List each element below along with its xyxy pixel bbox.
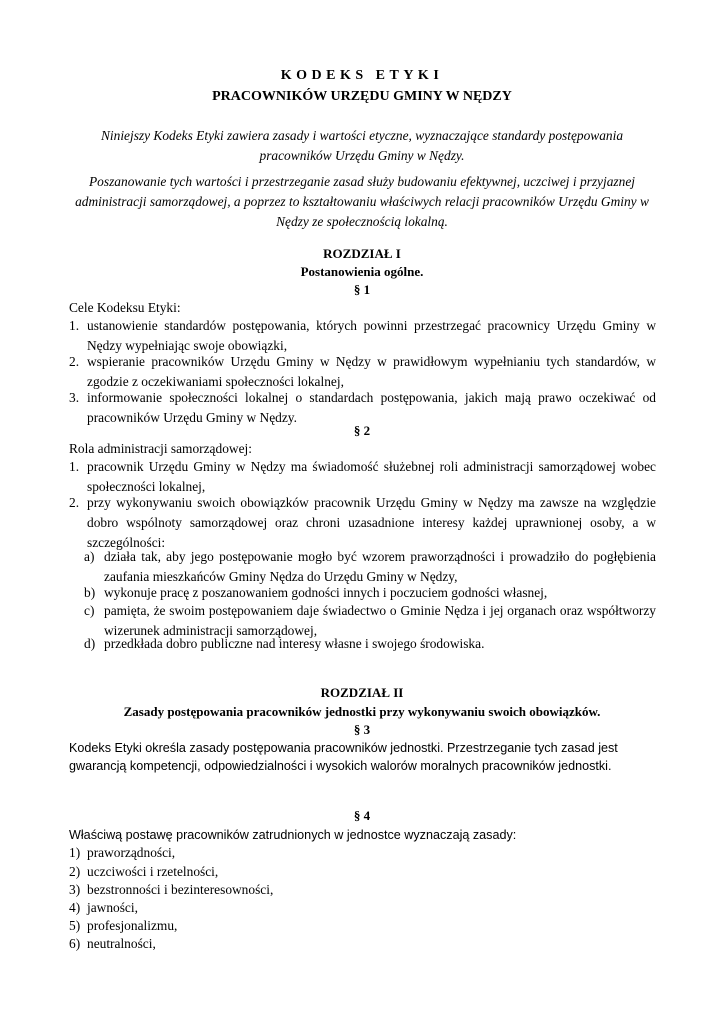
list-item-text: ustanowienie standardów postępowania, których powinni przestrzegać pracownicy Urzędu Gminy w Nędzy wypełniając swoje obowiązki,	[87, 318, 656, 353]
paragraph-mark-1: § 1	[353, 282, 371, 297]
list-item-number: 3)	[69, 882, 81, 897]
intro-paragraph-1: Niniejszy Kodeks Etyki zawiera zasady i wartości etyczne, wyznaczające standardy postępowania pracowników Urzędu Gminy w Nędzy.	[100, 128, 624, 163]
list-item-text: pracownik Urzędu Gminy w Nędzy ma świadomość służebnej roli administracji samorządowej wobec społeczności lokalnej,	[87, 459, 656, 494]
paragraph-mark-4: § 4	[353, 808, 371, 823]
sub-list-item-text: działa tak, aby jego postępowanie mogło być wzorem praworządności i prowadziło do pogłębienia zaufania mieszkańców Gminy Nędza do Urzędu Gminy w Nędzy,	[104, 549, 656, 584]
chapter-2-heading: ROZDZIAŁ II	[320, 685, 404, 700]
list-item-text: informowanie społeczności lokalnej o standardach postępowania, jakich mają prawo oczekiwać od pracowników Urzędu Gminy w Nędzy.	[87, 390, 656, 425]
list-item-number: 4)	[69, 900, 81, 915]
list-item-text: bezstronności i bezinteresowności,	[87, 882, 274, 897]
list-item-number: 6)	[69, 936, 81, 951]
list-item-number: 3.	[69, 390, 80, 405]
par2-lead: Rola administracji samorządowej:	[69, 441, 252, 456]
list-item-text: neutralności,	[87, 936, 156, 951]
chapter-1-heading: ROZDZIAŁ I	[323, 246, 401, 261]
list-item-text: profesjonalizmu,	[87, 918, 178, 933]
sub-list-item-letter: b)	[84, 585, 96, 600]
par3-text: Kodeks Etyki określa zasady postępowania pracowników jednostki. Przestrzeganie tych zasad jest gwarancją kompetencji, odpowiedzialności i wysokich walorów moralnych pracowników jednostki.	[69, 741, 618, 773]
list-item-text: praworządności,	[87, 845, 176, 860]
list-item-number: 5)	[69, 918, 81, 933]
list-item-text: wspieranie pracowników Urzędu Gminy w Nędzy w prawidłowym wypełnianiu tych standardów, w zgodzie z oczekiwaniami społeczności lokalnej,	[87, 354, 656, 389]
sub-list-item-text: wykonuje pracę z poszanowaniem godności innych i poczuciem godności własnej,	[104, 585, 548, 600]
sub-list-item-letter: a)	[84, 549, 95, 564]
list-item-text: jawności,	[87, 900, 138, 915]
sub-list-item-letter: c)	[84, 603, 95, 618]
list-item-number: 1.	[69, 459, 80, 474]
sub-list-item-letter: d)	[84, 636, 96, 651]
paragraph-mark-2: § 2	[353, 423, 371, 438]
list-item-text: przy wykonywaniu swoich obowiązków pracownik Urzędu Gminy w Nędzy ma zawsze na względzie dobro wspólnoty samorządowej oraz chroni uzasadnione interesy każdej uprawnionej osoby, a w szczególności:	[87, 495, 656, 550]
sub-list-item-text: pamięta, że swoim postępowaniem daje świadectwo o Gminie Nędza i jej organach oraz współtworzy wizerunek administracji samorządowej,	[104, 603, 656, 638]
list-item-number: 2.	[69, 495, 80, 510]
list-item-number: 1)	[69, 845, 81, 860]
chapter-2-subheading: Zasady postępowania pracowników jednostki przy wykonywaniu swoich obowiązków.	[123, 704, 601, 719]
par1-lead: Cele Kodeksu Etyki:	[69, 300, 181, 315]
document-subtitle: PRACOWNIKÓW URZĘDU GMINY W NĘDZY	[212, 89, 512, 104]
list-item-number: 2)	[69, 864, 81, 879]
chapter-1-subheading: Postanowienia ogólne.	[300, 264, 424, 279]
list-item-number: 1.	[69, 318, 80, 333]
document-title: KODEKS ETYKI	[280, 68, 444, 83]
intro-paragraph-2: Poszanowanie tych wartości i przestrzeganie zasad służy budowaniu efektywnej, uczciwej i przyjaznej administracji samorządowej, a poprzez to kształtowaniu właściwych relacji pracowników Urzędu Gminy w Nędzy ze społecznością lokalną.	[75, 174, 649, 229]
list-item-number: 2.	[69, 354, 80, 369]
paragraph-mark-3: § 3	[353, 722, 371, 737]
par4-lead: Właściwą postawę pracowników zatrudnionych w jednostce wyznaczają zasady:	[69, 828, 517, 842]
sub-list-item-text: przedkłada dobro publiczne nad interesy własne i swojego środowiska.	[104, 636, 485, 651]
list-item-text: uczciwości i rzetelności,	[87, 864, 219, 879]
